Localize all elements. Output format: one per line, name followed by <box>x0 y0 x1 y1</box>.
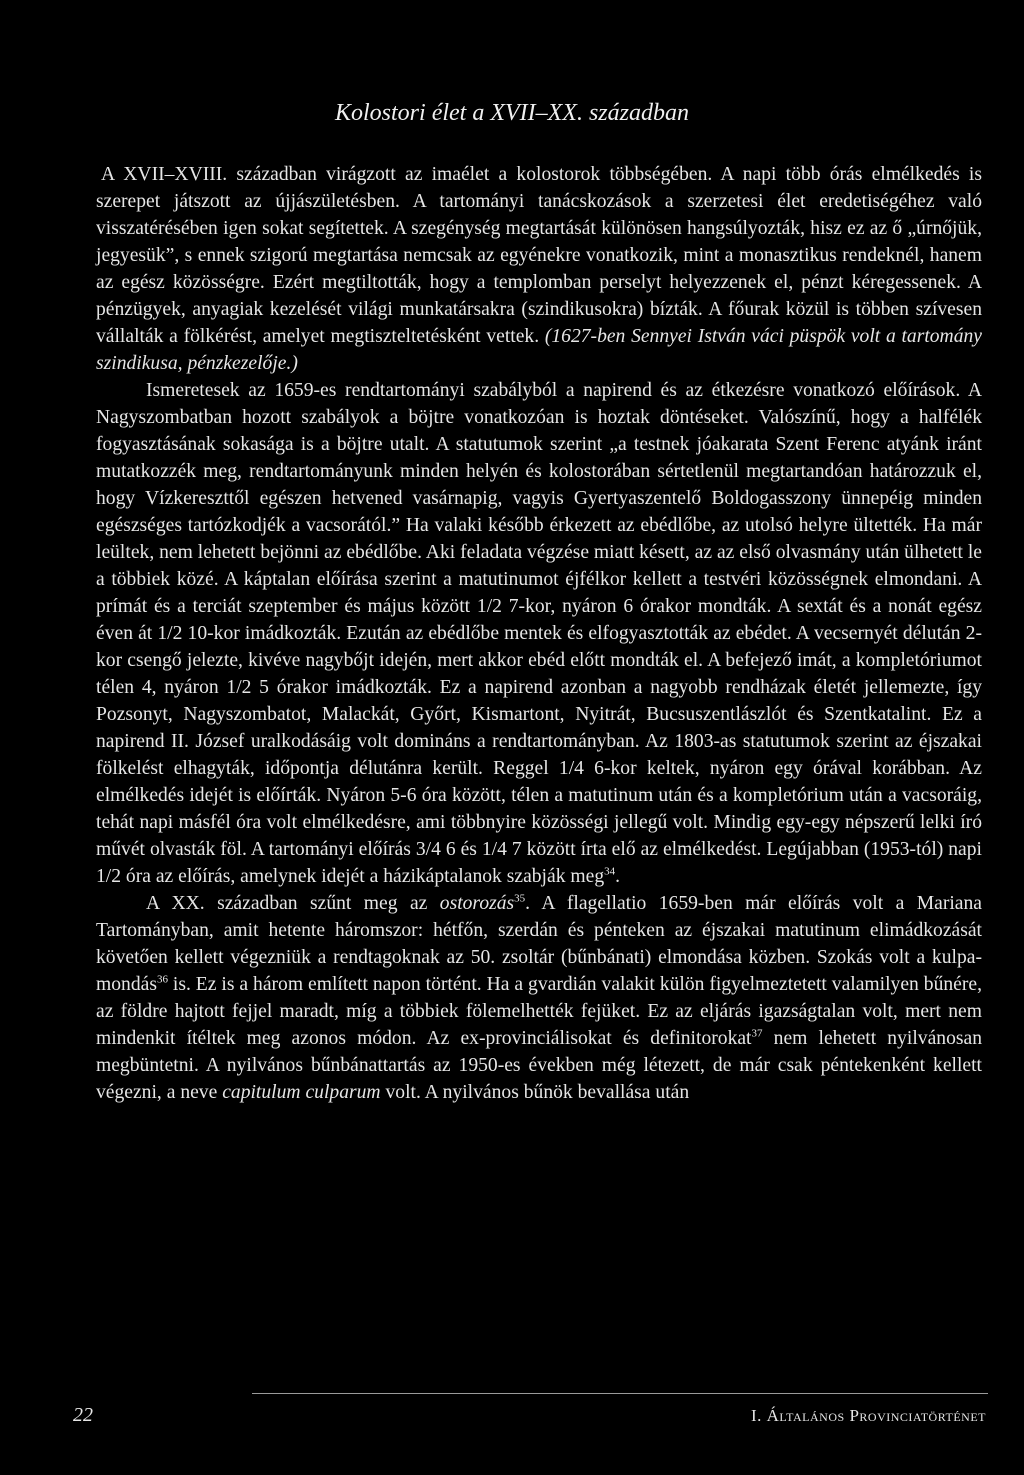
paragraph-text: . <box>615 866 621 887</box>
paragraph-1 <box>96 161 982 377</box>
italic-note: (1627-ben Sennyei István váci püspök volt a tartomány szindikusa, pénzkezelője.) <box>96 326 983 374</box>
paragraph-text: A XX. században szűnt meg az <box>146 893 440 914</box>
italic-term: ostorozás <box>439 893 515 914</box>
body-text <box>96 161 982 1106</box>
paragraph-text: A XVII–XVIII. században virágzott az imaélet a kolostorok többségében. A napi több órás elmélkedés is szerepet játszott az újjászületésben. A tartományi tanácskozások a szerzetesi élet eredetiségéhez való visszatérésében igen sokat segítettek. A szegénység megtartását különösen hangsúlyozták, hisz ez az ő „úrnőjük, jegyesük”, s ennek szigorú megtartása nemcsak az egyénekre vonatkozik, mint a monasztikus rendeknél, hanem az egész közösségre. Ezért megtiltották, hogy a templomban perselyt helyezzenek el, pénzt kéregessenek. A pénzügyek, anyagiak kezelését világi munkatársakra (szindikusokra) bízták. A főurak közül is többen szívesen vállalták a fölkérést, amelyet megtiszteltetésként vettek. <box>96 164 982 347</box>
paragraph-2 <box>96 377 982 890</box>
paragraph-text: is. Ez is a három említett napon történt. Ha a gvardián valakit külön figyelmeztetett valamilyen bűnére, az földre hajtott fejjel maradt, míg a többiek fölemelhették fejüket. Ez az eljárás igazságtalan volt, mert nem mindenkit ítéltek meg azonos módon. Az ex-provinciálisokat és definitorokat <box>96 974 982 1049</box>
page-title: Kolostori élet a XVII–XX. században <box>335 100 689 126</box>
paragraph-3 <box>96 890 982 1106</box>
paragraph-text: nem lehetett nyilvánosan megbüntetni. A nyilvános bűnbánattartás az 1950-es években még létezett, de már csak péntekenként kellett végezni, a neve <box>96 1028 982 1103</box>
paragraph-text: . A flagellatio 1659-ben már előírás volt a Mariana Tartományban, amit hetente háromszor: hétfőn, szerdán és pénteken az éjszakai matutinum elimádkozását követően kellett végezniük a rendtagoknak az 50. zsoltár (bűnbánati) elmondása közben. Szokás volt a kulpa-mondás <box>96 893 982 995</box>
italic-term: capitulum culparum <box>222 1082 381 1103</box>
running-footer: I. Általános Provinciatörténet <box>750 1406 986 1425</box>
footer-divider <box>252 1393 988 1394</box>
paragraph-text: volt. A nyilvános bűnök bevallása után <box>380 1082 690 1103</box>
footnote-ref: 35 <box>514 892 526 905</box>
paragraph-text: Ismeretesek az 1659-es rendtartományi szabályból a napirend és az étkezésre vonatkozó előírások. A Nagyszombatban hozott szabályok a böjtre vonatkozóan is hoztak döntéseket. Valószínű, hogy a halfélék fogyasztásának sokasága is a böjtre utalt. A statutumok szerint „a testnek jóakarata Szent Ferenc atyánk iránt mutatkozzék meg, rendtartományunk minden helyén és kolostorában sértetlenül megtartandóan határozzuk el, hogy Vízkereszttől egészen hetvened vasárnapig, vagyis Gyertyaszentelő Boldogasszony ünnepéig minden egészséges tartózkodjék a vacsorától.” Ha valaki később érkezett az ebédlőbe, az utolsó helyre ültették. Ha már leültek, nem lehetett bejönni az ebédlőbe. Aki feladata végzése miatt késett, az az első olvasmány után ülhetett le a többiek közé. A káptalan előírása szerint a matutinumot éjfélkor kellett a testvéri közösségnek elmondani. A prímát és a terciát szeptember és május között 1/2 7-kor, nyáron 6 órakor mondták. A sextát és a nonát egész éven át 1/2 10-kor imádkozták. Ezután az ebédlőbe mentek és elfogyasztották az ebédet. A vecsernyét délután 2-kor csengő jelezte, kivéve nagybőjt idején, mert akkor ebéd előtt mondták el. A befejező imát, a kompletóriumot télen 4, nyáron 1/2 5 órakor imádkozták. Ez a napirend azonban a nagyobb rendházak életét jellemezte, így Pozsonyt, Nagyszombatot, Malackát, Győrt, Kismartont, Nyitrát, Bucsuszentlászlót és Szentkatalint. Ez a napirend II. József uralkodásáig volt domináns a rendtartományban. Az 1803-as statutumok szerint az éjszakai fölkelést elhagyták, időpontja délutánra került. Reggel 1/4 6-kor keltek, nyáron egy órával korábban. Az elmélkedés idejét is előírták. Nyáron 5-6 óra között, télen a matutinum után és a kompletórium után a vacsoráig, tehát napi másfél óra volt elmélkedésre, ami többnyire közösségi jellegű volt. Mindig egy-egy népszerű lelki író művét olvasták föl. A tartományi előírás 3/4 6 és 1/4 7 között írta elő az elmélkedést. Legújabban (1953-tól) napi 1/2 óra az előírás, amelynek idejét a házikáptalanok szabják meg <box>96 380 982 887</box>
footnote-ref: 37 <box>751 1027 763 1040</box>
footnote-ref: 36 <box>156 973 168 986</box>
footnote-ref: 34 <box>604 865 616 878</box>
page-number: 22 <box>73 1404 93 1426</box>
